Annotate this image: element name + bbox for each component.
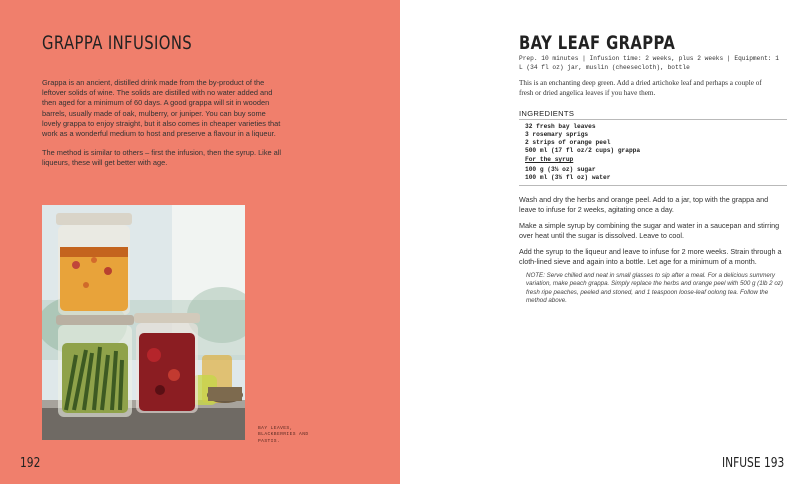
- ingredients-list: [525, 123, 640, 155]
- infusion-jars-photo: [42, 205, 245, 440]
- recipe-title: BAY LEAF GRAPPA: [519, 32, 676, 54]
- ingredient-item: 3 rosemary sprigs: [525, 131, 589, 139]
- intro-text: [42, 78, 284, 178]
- page-number-right: 193: [763, 456, 785, 471]
- serving-note: NOTE: Serve chilled and neat in small glasses to sip after a meal. For a delicious summery variation, make peach grappa. Simply replace the herbs and orange peel with 500 g (1lb 2 oz) fresh ripe peaches, peeled and stoned, and 1 teaspoon loose-leaf oolong tea. Follow the method above.: [526, 272, 783, 304]
- ingredient-item: 500 ml (17 fl oz/2 cups) grappa: [525, 147, 641, 155]
- ingredients-heading: INGREDIENTS: [519, 109, 575, 118]
- method-step: Wash and dry the herbs and orange peel. Add to a jar, top with the grappa and leave to infuse for 2 weeks, agitating once a day.: [519, 195, 769, 214]
- section-name: INFUSE: [722, 456, 761, 471]
- right-page: [400, 0, 800, 484]
- page-title: GRAPPA INFUSIONS: [42, 32, 193, 54]
- syrup-heading: For the syrup: [525, 156, 574, 163]
- method-step: Make a simple syrup by combining the sugar and water in a saucepan and stirring over heat until the sugar is dissolved. Leave to cool.: [519, 220, 780, 240]
- syrup-ingredient-item: 100 ml (3½ fl oz) water: [525, 174, 611, 182]
- ingredient-item: 2 strips of orange peel: [525, 139, 611, 147]
- ingredient-item: 32 fresh bay leaves: [525, 123, 596, 130]
- jars-illustration: [42, 205, 245, 440]
- recipe-description: This is an enchanting deep green. Add a dried artichoke leaf and perhaps a couple of fresh or dried angelica leaves if you have them.: [519, 79, 762, 97]
- method-step: Add the syrup to the liqueur and leave to infuse for 2 more weeks. Strain through a cloth-lined sieve and again into a bottle. Let age for a minimum of a month.: [519, 246, 782, 266]
- photo-caption: BAY LEAVES, BLACKBERRIES AND PASTIS.: [258, 426, 309, 444]
- page-number-left: 192: [20, 456, 41, 471]
- recipe-meta: Prep. 10 minutes | Infusion time: 2 weeks, plus 2 weeks | Equipment: 1 L (34 fl oz) jar, muslin (cheesecloth), bottle: [519, 55, 779, 71]
- method-steps: [519, 195, 787, 272]
- syrup-ingredient-item: 100 g (3½ oz) sugar: [525, 166, 596, 173]
- page-footer-right: [722, 456, 784, 471]
- syrup-ingredients-list: [525, 166, 610, 182]
- ingredients-box: [519, 119, 787, 186]
- intro-paragraph: Grappa is an ancient, distilled drink made from the by-product of the leftover solids of wine. The solids are distilled with no water added and then aged for a minimum of 60 days. A good grappa will sit in wooden barrels, usually made of oak, mulberry, or juniper. You can buy some lovely grappa to enjoy straight, but it also comes in cheaper varieties that work as a wonderful medium to host and preserve a flavour in a liqueur.: [42, 78, 281, 139]
- intro-paragraph: The method is similar to others – first the infusion, then the syrup. Like all liqueurs, these will get better with age.: [42, 148, 282, 168]
